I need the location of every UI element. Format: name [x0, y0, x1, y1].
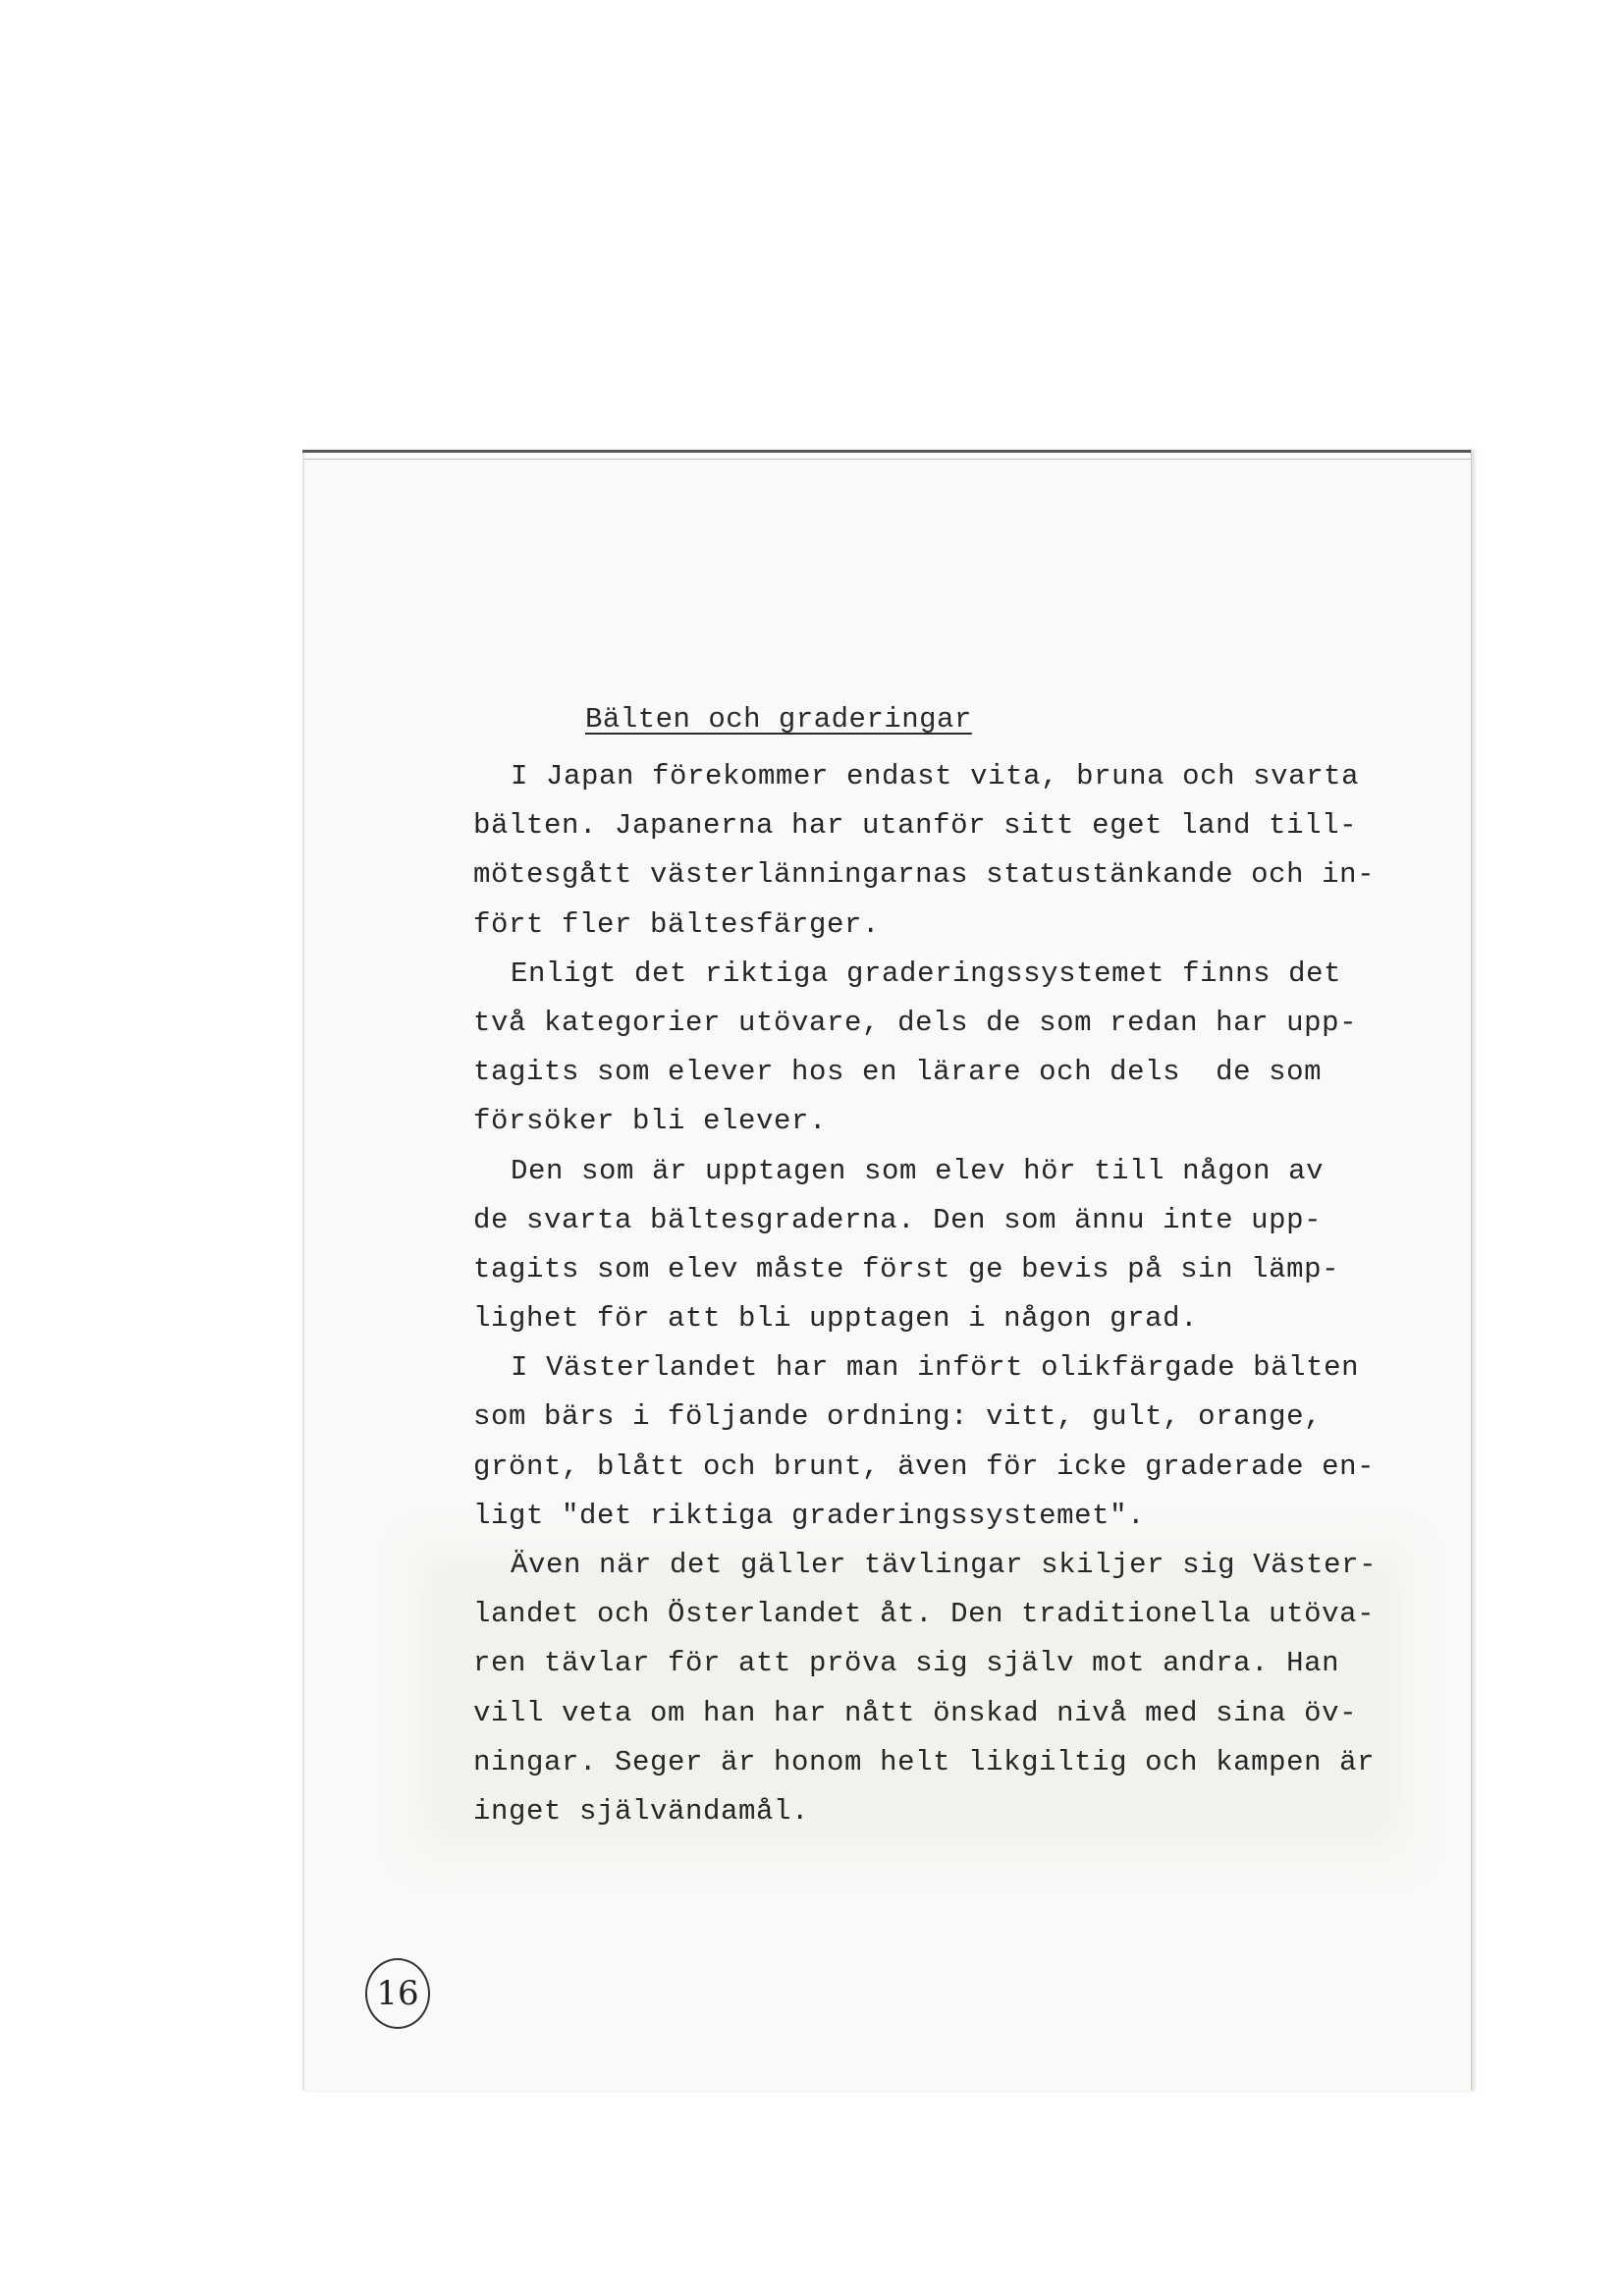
text-line: Den som är upptagen som elev hör till någon av: [511, 1154, 1325, 1187]
text-line: vill veta om han har nått önskad nivå med sina öv-: [473, 1696, 1358, 1729]
text-line: I Japan förekommer endast vita, bruna och svarta: [511, 760, 1360, 793]
text-line: landet och Österlandet åt. Den traditionella utöva-: [473, 1598, 1376, 1631]
text-line: försöker bli elever.: [473, 1105, 828, 1138]
page-number-circled: 16: [365, 1958, 430, 2029]
text-line: två kategorier utövare, dels de som redan har upp-: [473, 1006, 1358, 1039]
text-line: ren tävlar för att pröva sig själv mot andra. Han: [473, 1647, 1340, 1680]
section-heading: Bälten och graderingar: [585, 703, 972, 736]
text-line: lighet för att bli upptagen i någon grad.: [473, 1302, 1199, 1336]
text-line: mötesgått västerlänningarnas statustänkande och in-: [473, 858, 1376, 892]
text-line: de svarta bältesgraderna. Den som ännu inte upp-: [473, 1203, 1323, 1236]
text-line: fört fler bältesfärger.: [473, 907, 881, 941]
text-line: som bärs i följande ordning: vitt, gult, orange,: [473, 1400, 1323, 1434]
text-line: ligt "det riktiga graderingssystemet".: [473, 1499, 1146, 1532]
text-line: Enligt det riktiga graderingssystemet finns det: [511, 957, 1342, 990]
text-line: tagits som elever hos en lärare och dels de som: [473, 1056, 1323, 1089]
text-line: ningar. Seger är honom helt likgiltig och kampen är: [473, 1745, 1376, 1778]
text-line: Även när det gäller tävlingar skiljer sig Väster-: [511, 1549, 1378, 1581]
text-line: bälten. Japanerna har utanför sitt eget land till-: [473, 809, 1358, 843]
text-line: grönt, blått och brunt, även för icke graderade en-: [473, 1449, 1376, 1483]
body-text: [473, 752, 1377, 1836]
text-line: inget självändamål.: [473, 1794, 810, 1828]
text-line: tagits som elev måste först ge bevis på sin lämp-: [473, 1252, 1340, 1285]
text-line: I Västerlandet har man infört olikfärgade bälten: [511, 1351, 1360, 1385]
